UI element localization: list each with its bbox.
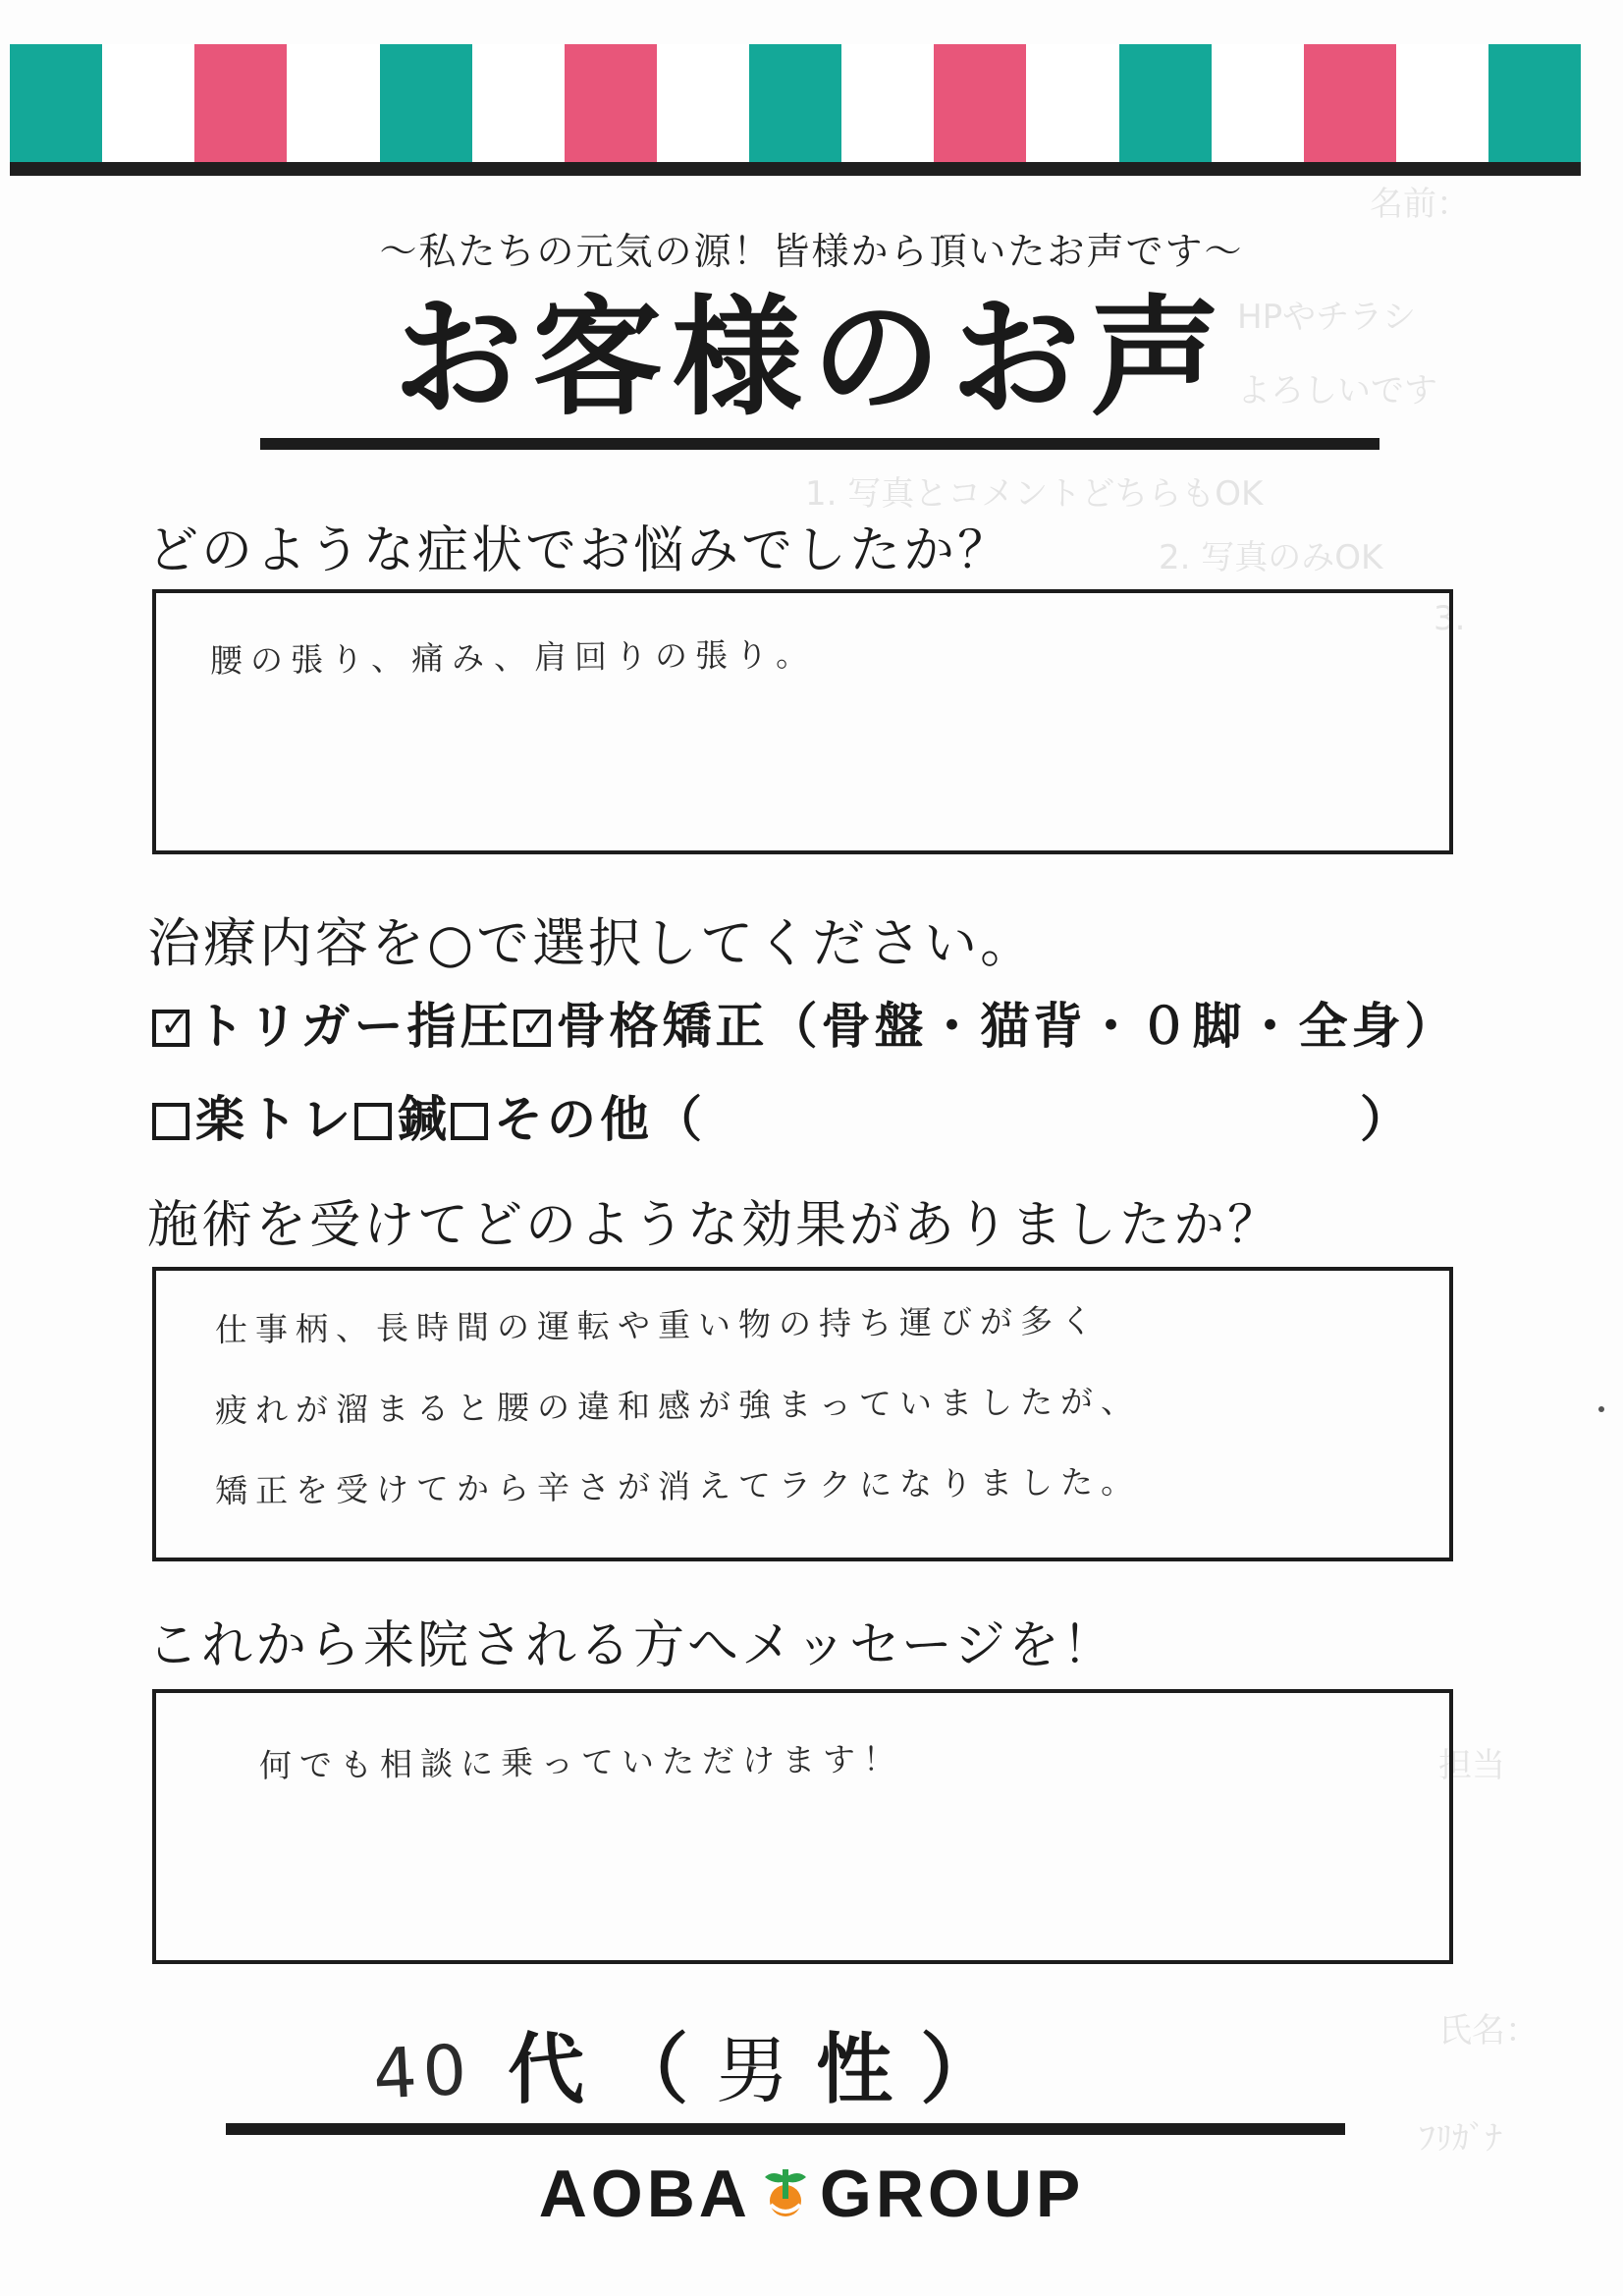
question-effects: 施術を受けてどのような効果がありましたか？: [147, 1196, 1282, 1255]
handwritten-answer: 腰の張り、痛み、肩回りの張り。: [209, 634, 817, 681]
ghost-text: HPやチラシ: [1237, 298, 1417, 337]
stripe-white: [657, 44, 749, 162]
ghost-text: ﾌﾘｶﾞﾅ: [1419, 2119, 1502, 2159]
handwritten-gender: 男: [716, 2029, 795, 2113]
gender-suffix: 性: [816, 2026, 899, 2114]
option-label: トリガー指圧: [195, 998, 514, 1055]
stripe-white: [1026, 44, 1118, 162]
sprout-person-icon: [755, 2163, 816, 2224]
ghost-text: 氏名：: [1438, 2011, 1539, 2050]
answer-box-effects: [152, 1267, 1453, 1561]
treatment-options-row-2: [152, 1080, 706, 1151]
option-label: 骨格矯正（骨盤・猫背・０脚・全身）: [556, 998, 1458, 1055]
banner-rule: [10, 162, 1581, 176]
ghost-text: よろしいです: [1237, 371, 1437, 410]
stripe-teal: [380, 44, 472, 162]
stripe-white: [1212, 44, 1304, 162]
stripe-teal: [1488, 44, 1581, 162]
answer-box-symptoms: [152, 589, 1453, 854]
checkbox-skeletal[interactable]: [514, 1005, 555, 1047]
check-mark-icon: ✓: [160, 1005, 194, 1045]
page-title: お客様のお声: [393, 283, 1230, 434]
checkbox-acupuncture[interactable]: [354, 1103, 392, 1140]
question-treatment: 治療内容を○で選択してください。: [147, 912, 1037, 974]
checkbox-trigger[interactable]: [152, 1005, 194, 1047]
stripe-teal: [749, 44, 841, 162]
option-label: 鍼: [398, 1091, 451, 1148]
other-close-paren: ）: [1360, 1091, 1409, 1148]
handwritten-line: 疲れが溜まると腰の違和感が強まっていましたが、: [214, 1382, 1142, 1430]
handwritten-answer: 何でも相談に乗っていただけます！: [258, 1739, 904, 1785]
footer-rule: [226, 2123, 1345, 2135]
ghost-text: 3.: [1434, 599, 1466, 638]
title-underline: [260, 438, 1380, 450]
stripe-pink: [934, 44, 1026, 162]
handwritten-line: 矯正を受けてから辛さが消えてラクになりました。: [214, 1462, 1142, 1510]
treatment-options-row-1: [152, 987, 1458, 1058]
tagline: ～私たちの元気の源！皆様から頂いたお声です～: [379, 230, 1244, 273]
handwritten-age: 40: [370, 2029, 475, 2115]
ghost-text: 2. 写真のみOK: [1159, 538, 1383, 577]
handwritten-line: 仕事柄、長時間の運転や重い物の持ち運びが多く: [214, 1301, 1102, 1349]
stripe-pink: [565, 44, 657, 162]
stripe-white: [841, 44, 934, 162]
respondent-info: [370, 2008, 1003, 2118]
stripe-teal: [1119, 44, 1212, 162]
logo-text-left: AOBA: [538, 2157, 751, 2231]
question-message: これから来院される方へメッセージを！: [147, 1616, 1116, 1675]
ghost-text: 担当: [1438, 1746, 1505, 1785]
age-suffix: 代: [508, 2026, 591, 2114]
scan-speck: [1598, 1406, 1604, 1412]
answer-box-message: [152, 1689, 1453, 1964]
stripe-white: [287, 44, 379, 162]
checkbox-other[interactable]: [451, 1103, 488, 1140]
check-mark-icon: ✓: [520, 1005, 555, 1045]
stripe-white: [1396, 44, 1488, 162]
stripe-pink: [194, 44, 287, 162]
stripe-pink: [1304, 44, 1396, 162]
option-label: 楽トレ: [195, 1091, 354, 1148]
open-paren: （: [612, 2026, 695, 2114]
close-paren: ）: [920, 2026, 1003, 2114]
stripe-banner: [10, 44, 1581, 162]
stripe-white: [472, 44, 565, 162]
stripe-teal: [10, 44, 102, 162]
logo-text-right: GROUP: [819, 2157, 1085, 2231]
option-label: その他（: [494, 1091, 706, 1148]
aoba-group-logo: [0, 2156, 1623, 2232]
ghost-text: 1. 写真とコメントどちらもOK: [805, 474, 1264, 514]
stripe-white: [102, 44, 194, 162]
ghost-text: 名前：: [1370, 185, 1470, 224]
question-symptoms: どのような症状でお悩みでしたか？: [147, 521, 1012, 580]
checkbox-raku-tore[interactable]: [152, 1103, 189, 1140]
